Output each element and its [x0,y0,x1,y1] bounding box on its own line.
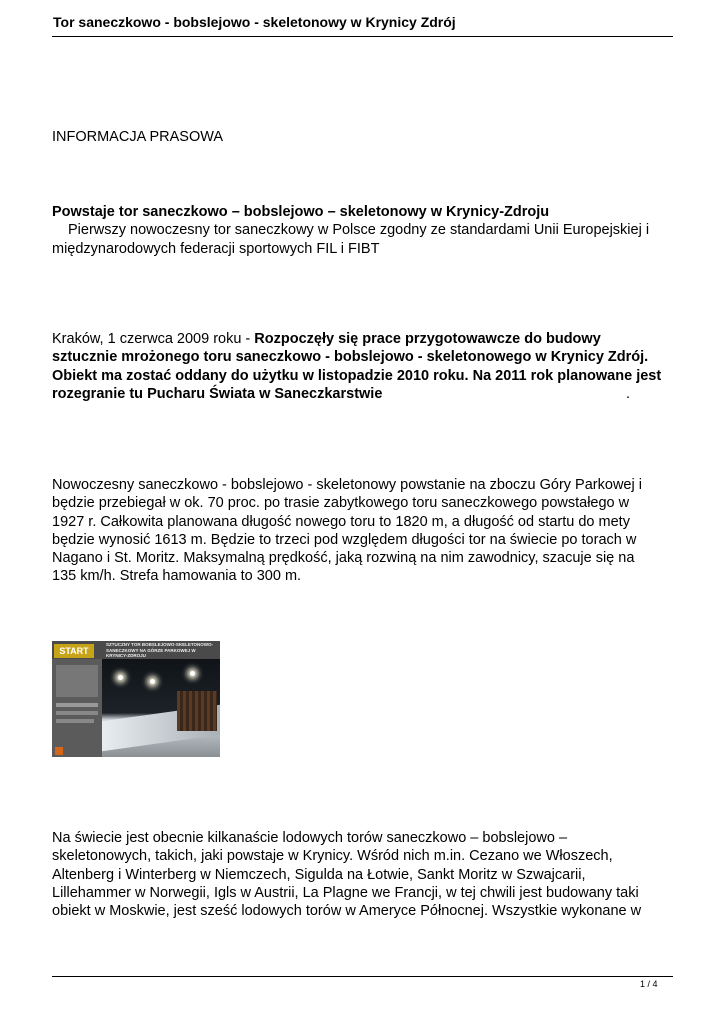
body-paragraph-1: Nowoczesny saneczkowo - bobslejowo - skeletonowy powstanie na zboczu Góry Parkowej i będzie przebiegał w ok. 70 proc. po trasie zabytkowego toru saneczkowego powstałego w 1927 r. Całkowita planowana długość nowego toru to 1820 m, a długość od startu do mety będzie wynosić 1613 m. Będzie to trzeci pod względem długości tor na świecie po torach w Nagano i St. Moritz. Maksymalną prędkość, jaką rozwiną na nim zawodnicy, szacuje się na 135 km/h. Strefa hamowania to 300 m. [52,477,642,585]
page-number: 1 / 4 [640,979,658,989]
image-floodlight [150,679,155,684]
image-track-map [56,665,98,697]
image-floodlight [190,671,195,676]
header-divider [52,36,673,37]
image-caption: SZTUCZNY TOR BOBSLEJOWO-SKELETONOWO-SANECZKOWY NA GÓRZE PARKOWEJ W KRYNICY-ZDROJU [106,642,214,658]
lead-paragraph [52,330,662,403]
press-release-label: INFORMACJA PRASOWA [52,129,224,145]
image-text-line [56,703,98,707]
lead-prefix: Kraków, 1 czerwca 2009 roku - [52,331,255,347]
page-header-title: Tor saneczkowo - bobslejowo - skeletonowy w Krynicy Zdrój [53,14,456,30]
headline-title: Powstaje tor saneczkowo – bobslejowo – skeletonowy w Krynicy-Zdroju [52,204,550,220]
image-logo-mark [55,747,63,755]
image-text-line [56,711,98,715]
headline-subtitle: Pierwszy nowoczesny tor saneczkowy w Polsce zgodny ze standardami Unii Europejskiej i międzynarodowych federacji sportowych FIL i FIBT [52,222,650,257]
headline-block [52,203,662,258]
lead-bold-text: Rozpoczęły się prace przygotowawcze do budowy sztucznie mrożonego toru saneczkowo - bobslejowo - skeletonowego w Krynicy Zdrój. Obiekt ma zostać oddany do użytku w listopadzie 2010 roku. Na 2011 rok planowane jest rozegranie tu Pucharu Świata w Saneczkarstwie [52,331,662,402]
image-text-line [56,719,94,723]
image-start-tag: START [54,644,94,658]
lead-trailing-dot: . [626,386,631,402]
image-wooden-structure [177,691,217,731]
body-paragraph-2: Na świecie jest obecnie kilkanaście lodowych torów saneczkowo – bobslejowo – skeletonowych, takich, jaki powstaje w Krynicy. Wśród nich m.in. Cezano we Włoszech, Altenberg i Winterberg w Niemczech, Sigulda na Łotwie, Sankt Moritz w Szwajcarii, Lillehammer w Norwegii, Igls w Austrii, La Plagne we Francji, w tej chwili jest budowany taki obiekt w Moskwie, jest sześć lodowych torów w Ameryce Północnej. Wszystkie wykonane w [52,830,642,920]
footer-divider [52,976,673,977]
track-rendering-image [52,641,220,757]
image-floodlight [118,675,123,680]
